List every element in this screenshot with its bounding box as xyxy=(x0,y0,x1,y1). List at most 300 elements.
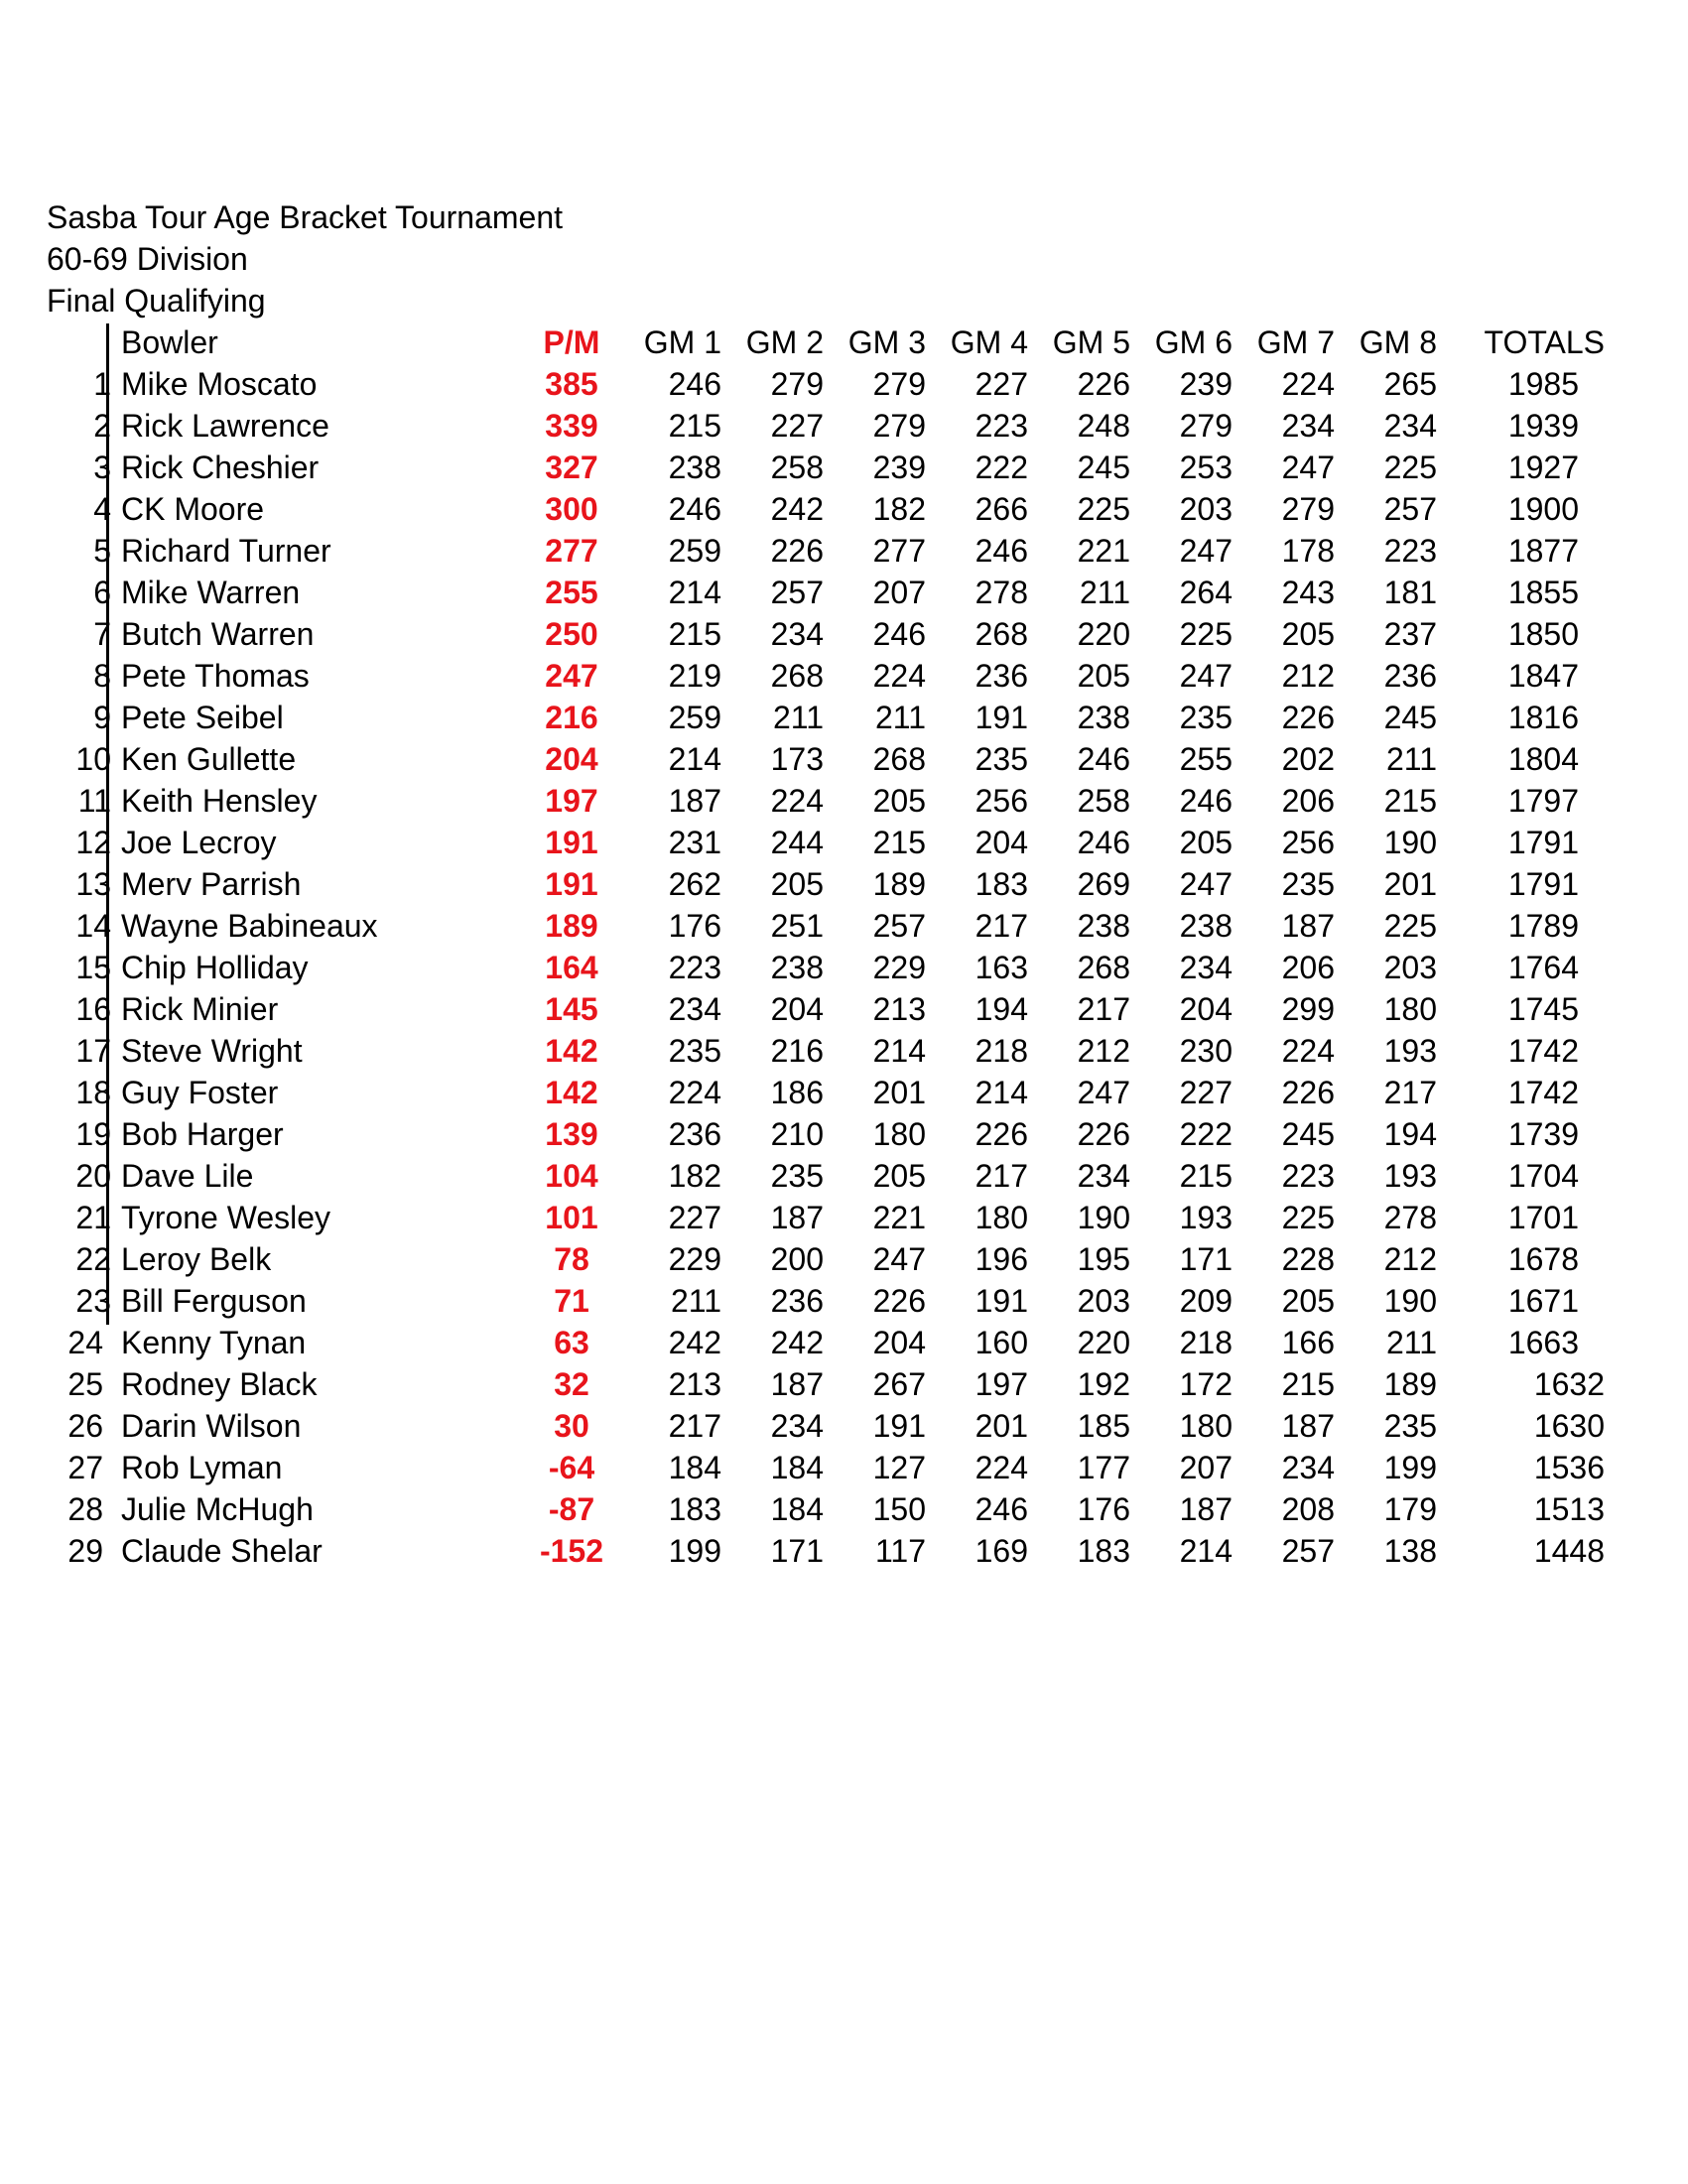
game-score-cell: 205 xyxy=(872,1158,926,1194)
game-score-cell: 193 xyxy=(1383,1033,1437,1069)
bowler-name-cell: CK Moore xyxy=(121,491,265,527)
game-score-cell: 229 xyxy=(872,950,926,985)
division-label: 60-69 Division xyxy=(47,241,248,277)
game-score-cell: 226 xyxy=(1077,1116,1130,1152)
game-score-cell: 194 xyxy=(974,991,1028,1027)
table-row xyxy=(40,822,1605,863)
game-score-cell: 235 xyxy=(974,741,1028,777)
table-row xyxy=(40,613,1605,655)
game-score-cell: 236 xyxy=(1383,658,1437,694)
game-score-cell: 215 xyxy=(1281,1366,1335,1402)
game-score-cell: 225 xyxy=(1383,908,1437,944)
game-score-cell: 205 xyxy=(872,783,926,819)
pm-cell: 164 xyxy=(545,950,598,985)
game-score-cell: 190 xyxy=(1383,1283,1437,1319)
game-score-cell: 215 xyxy=(1179,1158,1233,1194)
game-score-cell: 213 xyxy=(668,1366,721,1402)
total-cell: 1742 xyxy=(1507,1033,1579,1069)
game-score-cell: 182 xyxy=(872,491,926,527)
game-score-cell: 251 xyxy=(770,908,824,944)
game-score-cell: 172 xyxy=(1179,1366,1233,1402)
game-score-cell: 247 xyxy=(1179,658,1233,694)
total-cell: 1701 xyxy=(1507,1200,1579,1235)
game-score-cell: 262 xyxy=(668,866,721,902)
rank-cell: 2 xyxy=(93,408,111,444)
total-cell: 1791 xyxy=(1507,825,1579,860)
game-score-cell: 201 xyxy=(974,1408,1028,1444)
pm-cell: 191 xyxy=(545,825,598,860)
total-cell: 1745 xyxy=(1507,991,1579,1027)
game-score-cell: 255 xyxy=(1179,741,1233,777)
game-score-cell: 224 xyxy=(770,783,824,819)
game-score-cell: 279 xyxy=(1281,491,1335,527)
total-cell: 1742 xyxy=(1507,1075,1579,1110)
game-score-cell: 225 xyxy=(1281,1200,1335,1235)
bowler-name-cell: Joe Lecroy xyxy=(121,825,277,860)
table-row xyxy=(40,1030,1605,1072)
pm-cell: -152 xyxy=(539,1533,604,1569)
total-cell: 1739 xyxy=(1507,1116,1579,1152)
game-score-cell: 236 xyxy=(668,1116,721,1152)
game-score-cell: 279 xyxy=(872,408,926,444)
results-body xyxy=(40,363,1605,1572)
bowler-name-cell: Kenny Tynan xyxy=(121,1325,307,1360)
game-score-cell: 191 xyxy=(974,1283,1028,1319)
game-score-cell: 187 xyxy=(1281,908,1335,944)
bowler-name-cell: Bob Harger xyxy=(121,1116,284,1152)
game-score-cell: 171 xyxy=(1179,1241,1233,1277)
bowler-name-cell: Merv Parrish xyxy=(121,866,302,902)
game-score-cell: 236 xyxy=(974,658,1028,694)
game-score-cell: 227 xyxy=(770,408,824,444)
total-cell: 1900 xyxy=(1507,491,1579,527)
game-score-cell: 173 xyxy=(770,741,824,777)
bowler-name-cell: Wayne Babineaux xyxy=(121,908,378,944)
total-cell: 1797 xyxy=(1507,783,1579,819)
game-score-cell: 117 xyxy=(874,1533,926,1569)
game-score-cell: 193 xyxy=(1383,1158,1437,1194)
game-score-cell: 234 xyxy=(1383,408,1437,444)
game-score-cell: 220 xyxy=(1077,1325,1130,1360)
game-score-cell: 203 xyxy=(1179,491,1233,527)
game-score-cell: 219 xyxy=(668,658,721,694)
pm-cell: 300 xyxy=(545,491,598,527)
game-score-cell: 278 xyxy=(974,575,1028,610)
game-score-cell: 204 xyxy=(1179,991,1233,1027)
game-score-cell: 258 xyxy=(1077,783,1130,819)
game-score-cell: 183 xyxy=(668,1491,721,1527)
game-score-cell: 234 xyxy=(1281,1450,1335,1485)
game-score-cell: 204 xyxy=(872,1325,926,1360)
rank-cell: 4 xyxy=(93,491,111,527)
total-cell: 1877 xyxy=(1507,533,1579,569)
game-score-cell: 187 xyxy=(770,1366,824,1402)
total-cell: 1663 xyxy=(1507,1325,1579,1360)
game-score-cell: 256 xyxy=(1281,825,1335,860)
game-score-cell: 234 xyxy=(770,616,824,652)
game-score-cell: 242 xyxy=(770,1325,824,1360)
game-score-cell: 186 xyxy=(770,1075,824,1110)
pm-cell: 104 xyxy=(545,1158,598,1194)
game-score-cell: 253 xyxy=(1179,450,1233,485)
total-cell: 1927 xyxy=(1507,450,1579,485)
rank-cell: 13 xyxy=(75,866,111,902)
stage-label: Final Qualifying xyxy=(47,283,266,319)
game-score-cell: 257 xyxy=(770,575,824,610)
game-score-cell: 269 xyxy=(1077,866,1130,902)
game-score-cell: 226 xyxy=(1281,1075,1335,1110)
game-score-cell: 187 xyxy=(770,1200,824,1235)
game-score-cell: 178 xyxy=(1281,533,1335,569)
rank-cell: 11 xyxy=(77,783,111,819)
game-score-cell: 242 xyxy=(770,491,824,527)
game-score-cell: 150 xyxy=(872,1491,926,1527)
game-score-cell: 180 xyxy=(1179,1408,1233,1444)
game-score-cell: 176 xyxy=(668,908,721,944)
game-score-cell: 214 xyxy=(974,1075,1028,1110)
rank-cell: 17 xyxy=(75,1033,111,1069)
rank-cell: 1 xyxy=(93,366,111,402)
table-row xyxy=(40,780,1605,822)
game-score-cell: 247 xyxy=(1281,450,1335,485)
results-table xyxy=(40,321,1605,1572)
game-score-cell: 203 xyxy=(1383,950,1437,985)
header-rank xyxy=(40,321,111,363)
game-score-cell: 171 xyxy=(770,1533,824,1569)
game-score-cell: 217 xyxy=(1383,1075,1437,1110)
pm-cell: 250 xyxy=(545,616,598,652)
game-score-cell: 239 xyxy=(1179,366,1233,402)
game-score-cell: 230 xyxy=(1179,1033,1233,1069)
game-score-cell: 127 xyxy=(872,1450,926,1485)
pm-cell: 247 xyxy=(545,658,598,694)
game-score-cell: 227 xyxy=(668,1200,721,1235)
game-score-cell: 190 xyxy=(1383,825,1437,860)
table-row xyxy=(40,363,1605,405)
table-row xyxy=(40,447,1605,488)
game-score-cell: 268 xyxy=(1077,950,1130,985)
table-row xyxy=(40,1405,1605,1447)
game-score-cell: 217 xyxy=(974,908,1028,944)
bowler-name-cell: Chip Holliday xyxy=(121,950,309,985)
game-score-cell: 212 xyxy=(1383,1241,1437,1277)
game-score-cell: 246 xyxy=(974,533,1028,569)
game-score-cell: 245 xyxy=(1077,450,1130,485)
rank-cell: 8 xyxy=(93,658,111,694)
table-row xyxy=(40,697,1605,738)
document-title: Sasba Tour Age Bracket Tournament xyxy=(47,199,564,235)
rank-cell: 26 xyxy=(67,1408,103,1444)
total-cell: 1939 xyxy=(1507,408,1579,444)
game-score-cell: 257 xyxy=(1281,1533,1335,1569)
pm-cell: 204 xyxy=(545,741,598,777)
rank-cell: 29 xyxy=(67,1533,103,1569)
bowler-name-cell: Pete Seibel xyxy=(121,700,284,735)
game-score-cell: 257 xyxy=(1383,491,1437,527)
game-score-cell: 189 xyxy=(1383,1366,1437,1402)
game-score-cell: 259 xyxy=(668,533,721,569)
game-score-cell: 187 xyxy=(1179,1491,1233,1527)
game-score-cell: 247 xyxy=(1077,1075,1130,1110)
game-score-cell: 211 xyxy=(874,700,926,735)
game-score-cell: 209 xyxy=(1179,1283,1233,1319)
game-score-cell: 187 xyxy=(668,783,721,819)
game-score-cell: 224 xyxy=(1281,366,1335,402)
game-score-cell: 221 xyxy=(1077,533,1130,569)
game-score-cell: 243 xyxy=(1281,575,1335,610)
game-score-cell: 214 xyxy=(668,741,721,777)
game-score-cell: 212 xyxy=(1077,1033,1130,1069)
table-row xyxy=(40,947,1605,988)
game-score-cell: 224 xyxy=(872,658,926,694)
game-score-cell: 239 xyxy=(872,450,926,485)
pm-cell: 30 xyxy=(554,1408,589,1444)
pm-cell: 255 xyxy=(545,575,598,610)
game-score-cell: 211 xyxy=(1385,1325,1437,1360)
game-score-cell: 246 xyxy=(1179,783,1233,819)
table-row xyxy=(40,1363,1605,1405)
game-score-cell: 196 xyxy=(974,1241,1028,1277)
bowler-name-cell: Dave Lile xyxy=(121,1158,254,1194)
rank-cell: 12 xyxy=(75,825,111,860)
game-score-cell: 235 xyxy=(1383,1408,1437,1444)
total-cell: 1816 xyxy=(1507,700,1579,735)
game-score-cell: 237 xyxy=(1383,616,1437,652)
game-score-cell: 176 xyxy=(1077,1491,1130,1527)
bowler-name-cell: Julie McHugh xyxy=(121,1491,314,1527)
game-score-cell: 203 xyxy=(1077,1283,1130,1319)
game-score-cell: 247 xyxy=(1179,533,1233,569)
total-cell: 1789 xyxy=(1507,908,1579,944)
game-score-cell: 180 xyxy=(872,1116,926,1152)
pm-cell: 139 xyxy=(545,1116,598,1152)
total-cell: 1985 xyxy=(1507,366,1579,402)
game-score-cell: 235 xyxy=(1179,700,1233,735)
game-score-cell: 206 xyxy=(1281,950,1335,985)
game-score-cell: 185 xyxy=(1077,1408,1130,1444)
game-score-cell: 193 xyxy=(1179,1200,1233,1235)
bowler-name-cell: Tyrone Wesley xyxy=(121,1200,331,1235)
game-score-cell: 194 xyxy=(1383,1116,1437,1152)
game-score-cell: 235 xyxy=(668,1033,721,1069)
rank-cell: 21 xyxy=(75,1200,111,1235)
game-score-cell: 211 xyxy=(772,700,824,735)
bowler-name-cell: Guy Foster xyxy=(121,1075,279,1110)
game-score-cell: 279 xyxy=(872,366,926,402)
game-score-cell: 187 xyxy=(1281,1408,1335,1444)
game-score-cell: 278 xyxy=(1383,1200,1437,1235)
game-score-cell: 223 xyxy=(974,408,1028,444)
table-row xyxy=(40,905,1605,947)
game-score-cell: 225 xyxy=(1077,491,1130,527)
bowler-name-cell: Leroy Belk xyxy=(121,1241,272,1277)
bowler-name-cell: Ken Gullette xyxy=(121,741,297,777)
table-row xyxy=(40,488,1605,530)
game-score-cell: 217 xyxy=(1077,991,1130,1027)
game-score-cell: 160 xyxy=(974,1325,1028,1360)
table-row xyxy=(40,572,1605,613)
game-score-cell: 199 xyxy=(1383,1450,1437,1485)
game-score-cell: 225 xyxy=(1383,450,1437,485)
game-score-cell: 246 xyxy=(1077,741,1130,777)
rank-cell: 23 xyxy=(75,1283,111,1319)
pm-cell: -87 xyxy=(548,1491,595,1527)
pm-cell: 191 xyxy=(545,866,598,902)
bowler-name-cell: Bill Ferguson xyxy=(121,1283,307,1319)
game-score-cell: 279 xyxy=(770,366,824,402)
game-score-cell: 268 xyxy=(770,658,824,694)
game-score-cell: 246 xyxy=(1077,825,1130,860)
game-score-cell: 225 xyxy=(1179,616,1233,652)
game-score-cell: 223 xyxy=(1383,533,1437,569)
table-row xyxy=(40,988,1605,1030)
pm-cell: -64 xyxy=(548,1450,595,1485)
pm-cell: 216 xyxy=(545,700,598,735)
game-score-cell: 210 xyxy=(770,1116,824,1152)
game-score-cell: 202 xyxy=(1281,741,1335,777)
game-score-cell: 257 xyxy=(872,908,926,944)
game-score-cell: 201 xyxy=(1383,866,1437,902)
game-score-cell: 242 xyxy=(668,1325,721,1360)
bowler-name-cell: Mike Warren xyxy=(121,575,301,610)
game-score-cell: 208 xyxy=(1281,1491,1335,1527)
game-score-cell: 226 xyxy=(872,1283,926,1319)
bowler-name-cell: Claude Shelar xyxy=(121,1533,323,1569)
game-score-cell: 224 xyxy=(974,1450,1028,1485)
header-gm3: GM 3 xyxy=(847,324,926,360)
header-gm7: GM 7 xyxy=(1256,324,1335,360)
game-score-cell: 215 xyxy=(668,408,721,444)
game-score-cell: 235 xyxy=(1281,866,1335,902)
pm-cell: 145 xyxy=(545,991,598,1027)
game-score-cell: 224 xyxy=(1281,1033,1335,1069)
bowler-name-cell: Pete Thomas xyxy=(121,658,310,694)
total-cell: 1678 xyxy=(1507,1241,1579,1277)
table-row xyxy=(40,1197,1605,1238)
table-row xyxy=(40,655,1605,697)
game-score-cell: 207 xyxy=(1179,1450,1233,1485)
total-cell: 1513 xyxy=(1533,1491,1605,1527)
game-score-cell: 205 xyxy=(1281,1283,1335,1319)
game-score-cell: 183 xyxy=(1077,1533,1130,1569)
total-cell: 1448 xyxy=(1533,1533,1605,1569)
bowler-name-cell: Rodney Black xyxy=(121,1366,318,1402)
game-score-cell: 245 xyxy=(1383,700,1437,735)
game-score-cell: 205 xyxy=(1179,825,1233,860)
game-score-cell: 223 xyxy=(1281,1158,1335,1194)
bowler-name-cell: Richard Turner xyxy=(121,533,331,569)
game-score-cell: 216 xyxy=(770,1033,824,1069)
table-row xyxy=(40,1072,1605,1113)
game-score-cell: 220 xyxy=(1077,616,1130,652)
game-score-cell: 223 xyxy=(668,950,721,985)
game-score-cell: 258 xyxy=(770,450,824,485)
game-score-cell: 228 xyxy=(1281,1241,1335,1277)
table-row xyxy=(40,1280,1605,1322)
game-score-cell: 184 xyxy=(770,1491,824,1527)
game-score-cell: 235 xyxy=(770,1158,824,1194)
game-score-cell: 246 xyxy=(872,616,926,652)
game-score-cell: 238 xyxy=(668,450,721,485)
game-score-cell: 246 xyxy=(668,491,721,527)
header-gm2: GM 2 xyxy=(745,324,824,360)
header-pm: P/M xyxy=(543,324,600,360)
game-score-cell: 191 xyxy=(974,700,1028,735)
header-totals: TOTALS xyxy=(1484,324,1605,360)
game-score-cell: 218 xyxy=(1179,1325,1233,1360)
game-score-cell: 299 xyxy=(1281,991,1335,1027)
rank-cell: 25 xyxy=(67,1366,103,1402)
table-row xyxy=(40,1238,1605,1280)
game-score-cell: 247 xyxy=(872,1241,926,1277)
game-score-cell: 231 xyxy=(668,825,721,860)
game-score-cell: 256 xyxy=(974,783,1028,819)
game-score-cell: 189 xyxy=(872,866,926,902)
game-score-cell: 224 xyxy=(668,1075,721,1110)
game-score-cell: 177 xyxy=(1077,1450,1130,1485)
game-score-cell: 226 xyxy=(974,1116,1028,1152)
game-score-cell: 279 xyxy=(1179,408,1233,444)
game-score-cell: 184 xyxy=(668,1450,721,1485)
game-score-cell: 191 xyxy=(872,1408,926,1444)
game-score-cell: 268 xyxy=(974,616,1028,652)
game-score-cell: 190 xyxy=(1077,1200,1130,1235)
game-score-cell: 227 xyxy=(974,366,1028,402)
total-cell: 1632 xyxy=(1533,1366,1605,1402)
bowler-name-cell: Mike Moscato xyxy=(121,366,318,402)
game-score-cell: 238 xyxy=(1179,908,1233,944)
game-score-cell: 266 xyxy=(974,491,1028,527)
game-score-cell: 214 xyxy=(1179,1533,1233,1569)
game-score-cell: 169 xyxy=(974,1533,1028,1569)
game-score-cell: 180 xyxy=(1383,991,1437,1027)
pm-cell: 339 xyxy=(545,408,598,444)
game-score-cell: 265 xyxy=(1383,366,1437,402)
game-score-cell: 184 xyxy=(770,1450,824,1485)
game-score-cell: 238 xyxy=(1077,700,1130,735)
header-bowler: Bowler xyxy=(121,324,218,360)
rank-cell: 20 xyxy=(75,1158,111,1194)
game-score-cell: 227 xyxy=(1179,1075,1233,1110)
game-score-cell: 215 xyxy=(668,616,721,652)
pm-cell: 142 xyxy=(545,1033,598,1069)
table-row xyxy=(40,1530,1605,1572)
table-row xyxy=(40,1488,1605,1530)
rank-cell: 24 xyxy=(67,1325,103,1360)
game-score-cell: 214 xyxy=(668,575,721,610)
table-row xyxy=(40,530,1605,572)
bowler-name-cell: Steve Wright xyxy=(121,1033,303,1069)
rank-cell: 6 xyxy=(93,575,111,610)
game-score-cell: 236 xyxy=(770,1283,824,1319)
table-row xyxy=(40,738,1605,780)
game-score-cell: 207 xyxy=(872,575,926,610)
table-row xyxy=(40,1322,1605,1363)
rank-cell: 15 xyxy=(75,950,111,985)
bowler-name-cell: Rick Lawrence xyxy=(121,408,329,444)
game-score-cell: 197 xyxy=(974,1366,1028,1402)
game-score-cell: 268 xyxy=(872,741,926,777)
total-cell: 1671 xyxy=(1507,1283,1579,1319)
header-gm5: GM 5 xyxy=(1052,324,1130,360)
bowler-name-cell: Butch Warren xyxy=(121,616,315,652)
pm-cell: 197 xyxy=(545,783,598,819)
game-score-cell: 226 xyxy=(1281,700,1335,735)
total-cell: 1850 xyxy=(1507,616,1579,652)
rank-cell: 16 xyxy=(75,991,111,1027)
game-score-cell: 205 xyxy=(1281,616,1335,652)
game-score-cell: 181 xyxy=(1383,575,1437,610)
